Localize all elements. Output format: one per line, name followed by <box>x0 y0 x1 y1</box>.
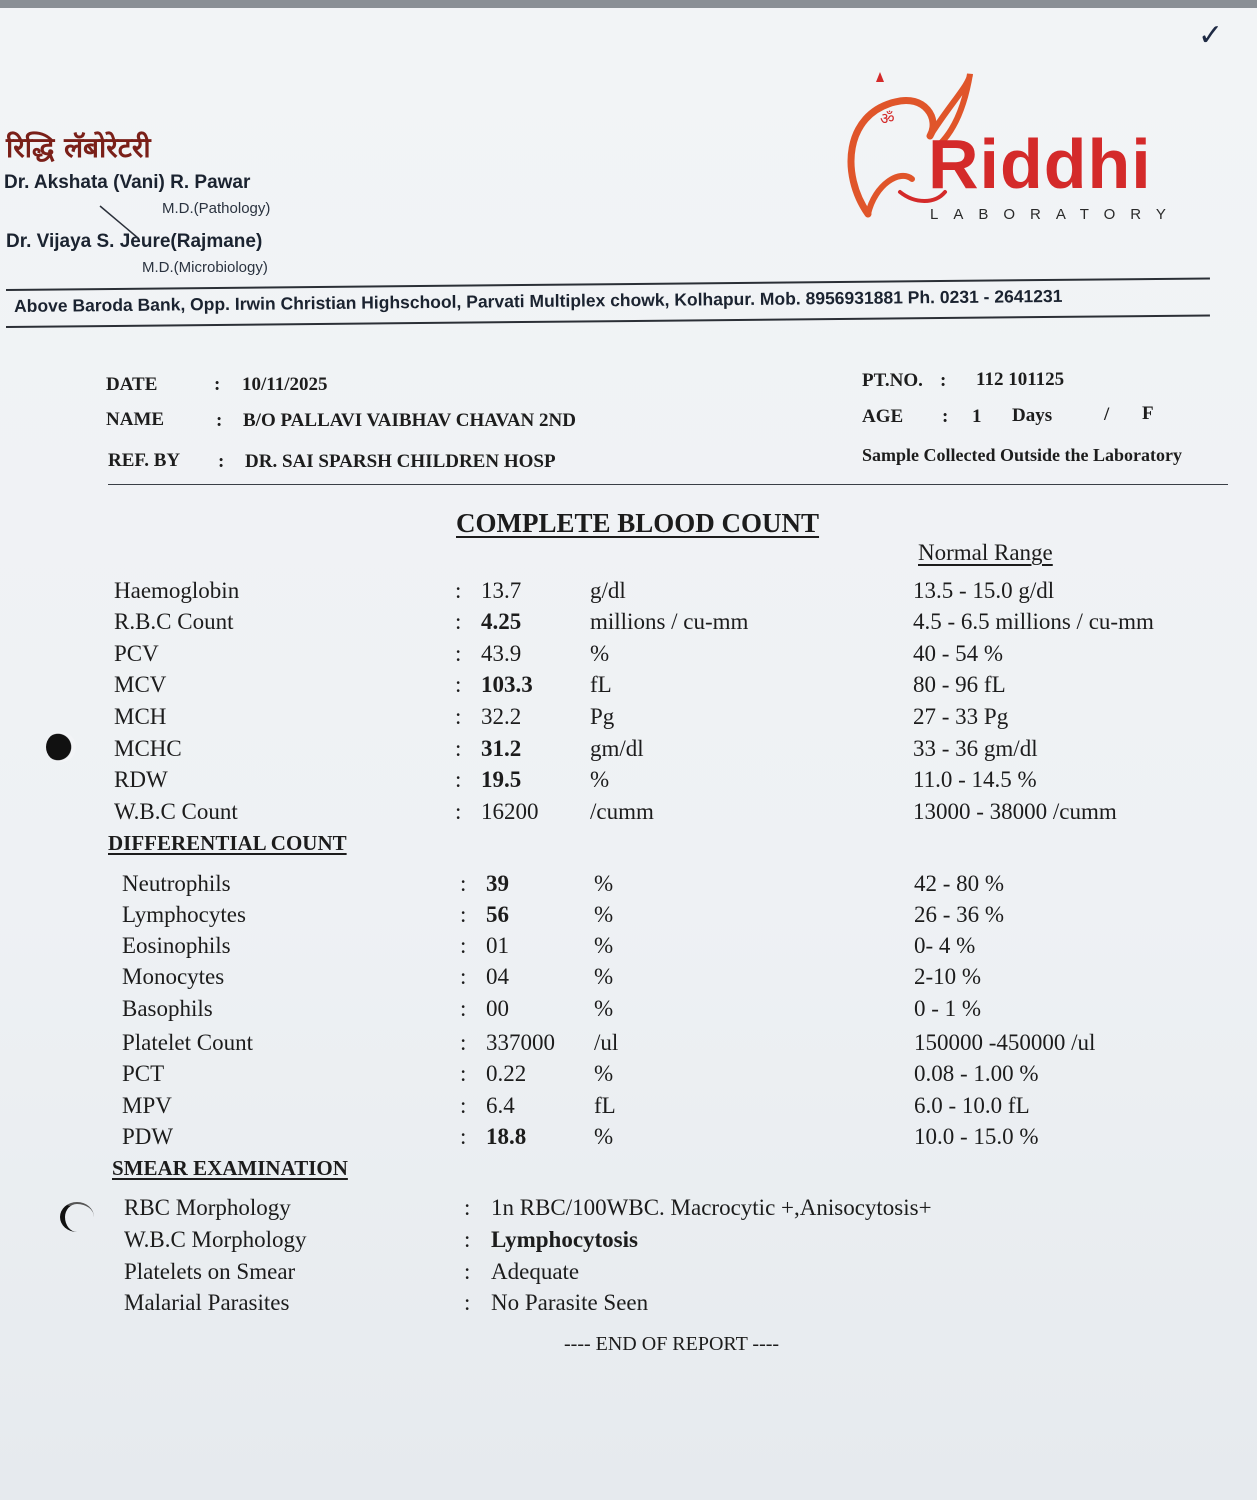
test-unit: Pg <box>590 704 615 729</box>
normal-range: 13.5 - 15.0 g/dl <box>913 578 1055 603</box>
test-name: PDW <box>122 1124 174 1149</box>
doctor-1-degree: M.D.(Pathology) <box>162 200 271 217</box>
test-name: RDW <box>114 767 168 792</box>
lab-address: Above Baroda Bank, Opp. Irwin Christian Highschool, Parvati Multiplex chowk, Kolhapur. Mob. 8956931881 Ph. 0231 - 2641231 <box>14 285 1063 316</box>
result-row <box>0 736 1257 766</box>
test-name: Haemoglobin <box>114 578 240 603</box>
smear-name: Platelets on Smear <box>124 1259 296 1284</box>
result-row <box>0 996 1257 1026</box>
normal-range: 80 - 96 fL <box>913 672 1006 697</box>
test-value: 56 <box>486 902 509 927</box>
colon: : <box>464 1290 471 1315</box>
result-row <box>0 799 1257 829</box>
normal-range: 33 - 36 gm/dl <box>913 736 1038 761</box>
normal-range: 13000 - 38000 /cumm <box>913 799 1117 824</box>
result-row <box>0 704 1257 734</box>
result-row <box>0 1061 1257 1091</box>
test-unit: % <box>594 1061 614 1086</box>
test-unit: % <box>594 996 614 1021</box>
colon: : <box>460 1124 467 1149</box>
test-name: MCV <box>114 672 167 697</box>
colon: : <box>455 736 462 761</box>
smear-value: No Parasite Seen <box>491 1290 649 1315</box>
normal-range: 0.08 - 1.00 % <box>914 1061 1039 1086</box>
result-row <box>0 767 1257 797</box>
test-value: 4.25 <box>481 609 522 634</box>
test-unit: % <box>594 1124 614 1149</box>
test-name: R.B.C Count <box>114 609 234 634</box>
check-mark: ✓ <box>1198 19 1224 52</box>
age-label: AGE <box>862 406 904 427</box>
normal-range: 26 - 36 % <box>914 902 1005 927</box>
colon: : <box>455 609 462 634</box>
end-of-report: ---- END OF REPORT ---- <box>564 1333 780 1355</box>
smear-title: SMEAR EXAMINATION <box>112 1156 348 1180</box>
result-row <box>0 1093 1257 1123</box>
colon: : <box>455 799 462 824</box>
test-unit: /ul <box>594 1030 619 1055</box>
result-row <box>0 609 1257 639</box>
colon: : <box>460 871 467 896</box>
test-value: 16200 <box>481 799 539 824</box>
test-name: Basophils <box>122 996 213 1021</box>
test-name: MPV <box>122 1093 172 1118</box>
colon: : <box>460 902 467 927</box>
normal-range: 150000 -450000 /ul <box>914 1030 1096 1055</box>
colon: : <box>455 641 462 666</box>
colon: : <box>460 996 467 1021</box>
pen-stroke <box>96 204 146 244</box>
test-value: 13.7 <box>481 578 522 603</box>
smear-value: Adequate <box>491 1259 580 1284</box>
test-name: Neutrophils <box>122 871 231 896</box>
normal-range-header: Normal Range <box>918 540 1053 565</box>
result-row <box>0 964 1257 994</box>
logo-subtext: LABORATORY <box>930 206 1181 223</box>
smear-row <box>0 1290 1257 1320</box>
colon: : <box>455 704 462 729</box>
test-value: 43.9 <box>481 641 522 666</box>
date-label: DATE <box>106 374 158 395</box>
test-name: Monocytes <box>122 964 225 989</box>
patient-name: B/O PALLAVI VAIBHAV CHAVAN 2ND <box>243 410 576 431</box>
smear-value: 1n RBC/100WBC. Macrocytic +,Anisocytosis+ <box>491 1195 932 1220</box>
sample-note: Sample Collected Outside the Laboratory <box>862 445 1182 465</box>
colon: : <box>455 672 462 697</box>
ref-value: DR. SAI SPARSH CHILDREN HOSP <box>245 451 556 472</box>
normal-range: 27 - 33 Pg <box>913 704 1009 729</box>
lab-name-hindi: रिद्धि लॅबोरेटरी <box>6 131 151 164</box>
test-unit: fL <box>594 1093 616 1118</box>
normal-range: 40 - 54 % <box>913 641 1004 666</box>
date-value: 10/11/2025 <box>242 374 328 395</box>
test-value: 19.5 <box>481 767 522 792</box>
test-unit: % <box>590 641 610 666</box>
colon: : <box>464 1195 471 1220</box>
test-name: Eosinophils <box>122 933 231 958</box>
test-value: 6.4 <box>486 1093 515 1118</box>
result-row <box>0 933 1257 963</box>
smear-row <box>0 1259 1257 1289</box>
logo-wordmark: Riddhi <box>928 125 1152 203</box>
result-row <box>0 641 1257 671</box>
colon: : <box>460 1061 467 1086</box>
age-sex-slash: / <box>1104 404 1110 425</box>
doctor-1-name: Dr. Akshata (Vani) R. Pawar <box>4 172 251 193</box>
smear-row <box>0 1195 1257 1225</box>
test-name: MCHC <box>114 736 182 761</box>
smear-value: Lymphocytosis <box>491 1227 638 1252</box>
test-value: 18.8 <box>486 1124 527 1149</box>
result-row <box>0 1030 1257 1060</box>
smear-name: Malarial Parasites <box>124 1290 290 1315</box>
test-name: Lymphocytes <box>122 902 246 927</box>
test-name: W.B.C Count <box>114 799 238 824</box>
result-row <box>0 1124 1257 1154</box>
test-value: 31.2 <box>481 736 522 761</box>
test-value: 01 <box>486 933 509 958</box>
doctor-2-name: Dr. Vijaya S. Jeure(Rajmane) <box>6 231 263 252</box>
name-colon: : <box>216 410 223 431</box>
test-unit: /cumm <box>590 799 654 824</box>
colon: : <box>464 1227 471 1252</box>
test-unit: fL <box>590 672 612 697</box>
ref-label: REF. BY <box>108 450 181 471</box>
ptno-colon: : <box>940 370 947 391</box>
test-value: 00 <box>486 996 509 1021</box>
name-label: NAME <box>106 409 165 430</box>
differential-title: DIFFERENTIAL COUNT <box>108 831 347 855</box>
punch-hole <box>46 732 76 762</box>
result-row <box>0 871 1257 901</box>
date-colon: : <box>214 374 221 395</box>
colon: : <box>455 767 462 792</box>
test-value: 32.2 <box>481 704 522 729</box>
test-unit: % <box>594 871 614 896</box>
info-divider <box>108 484 1228 485</box>
normal-range: 6.0 - 10.0 fL <box>914 1093 1030 1118</box>
svg-text:ॐ: ॐ <box>880 109 895 128</box>
smear-name: W.B.C Morphology <box>124 1227 307 1252</box>
test-name: PCV <box>114 641 159 666</box>
age-unit: Days <box>1012 405 1053 426</box>
smear-row <box>0 1227 1257 1257</box>
result-row <box>0 672 1257 702</box>
test-value: 337000 <box>486 1030 555 1055</box>
sex-value: F <box>1142 403 1154 424</box>
test-name: PCT <box>122 1061 165 1086</box>
ref-colon: : <box>218 451 225 472</box>
test-value: 103.3 <box>481 672 533 697</box>
ptno-label: PT.NO. <box>862 370 923 391</box>
doctor-2-degree: M.D.(Microbiology) <box>142 259 268 276</box>
normal-range: 2-10 % <box>914 964 982 989</box>
report-title: COMPLETE BLOOD COUNT <box>456 508 820 538</box>
scan-edge <box>0 0 1257 8</box>
normal-range: 10.0 - 15.0 % <box>914 1124 1039 1149</box>
colon: : <box>460 933 467 958</box>
test-unit: g/dl <box>590 578 626 603</box>
result-row <box>0 578 1257 608</box>
test-unit: % <box>590 767 610 792</box>
test-unit: millions / cu-mm <box>590 609 749 634</box>
age-colon: : <box>942 406 949 427</box>
test-unit: % <box>594 902 614 927</box>
header-rule-bottom <box>6 314 1210 328</box>
ptno-value: 112 101125 <box>976 369 1065 390</box>
punch-hole <box>60 1202 94 1232</box>
test-unit: % <box>594 964 614 989</box>
test-value: 39 <box>486 871 509 896</box>
colon: : <box>460 1093 467 1118</box>
colon: : <box>460 964 467 989</box>
normal-range: 4.5 - 6.5 millions / cu-mm <box>913 609 1154 634</box>
test-value: 04 <box>486 964 509 989</box>
normal-range: 11.0 - 14.5 % <box>913 767 1037 792</box>
colon: : <box>460 1030 467 1055</box>
test-name: Platelet Count <box>122 1030 253 1055</box>
test-name: MCH <box>114 704 167 729</box>
age-value: 1 <box>972 406 982 427</box>
test-unit: gm/dl <box>590 736 644 761</box>
result-row <box>0 902 1257 932</box>
normal-range: 42 - 80 % <box>914 871 1005 896</box>
normal-range: 0 - 1 % <box>914 996 982 1021</box>
test-unit: % <box>594 933 614 958</box>
colon: : <box>455 578 462 603</box>
test-value: 0.22 <box>486 1061 527 1086</box>
normal-range: 0- 4 % <box>914 933 976 958</box>
smear-name: RBC Morphology <box>124 1195 291 1220</box>
colon: : <box>464 1259 471 1284</box>
